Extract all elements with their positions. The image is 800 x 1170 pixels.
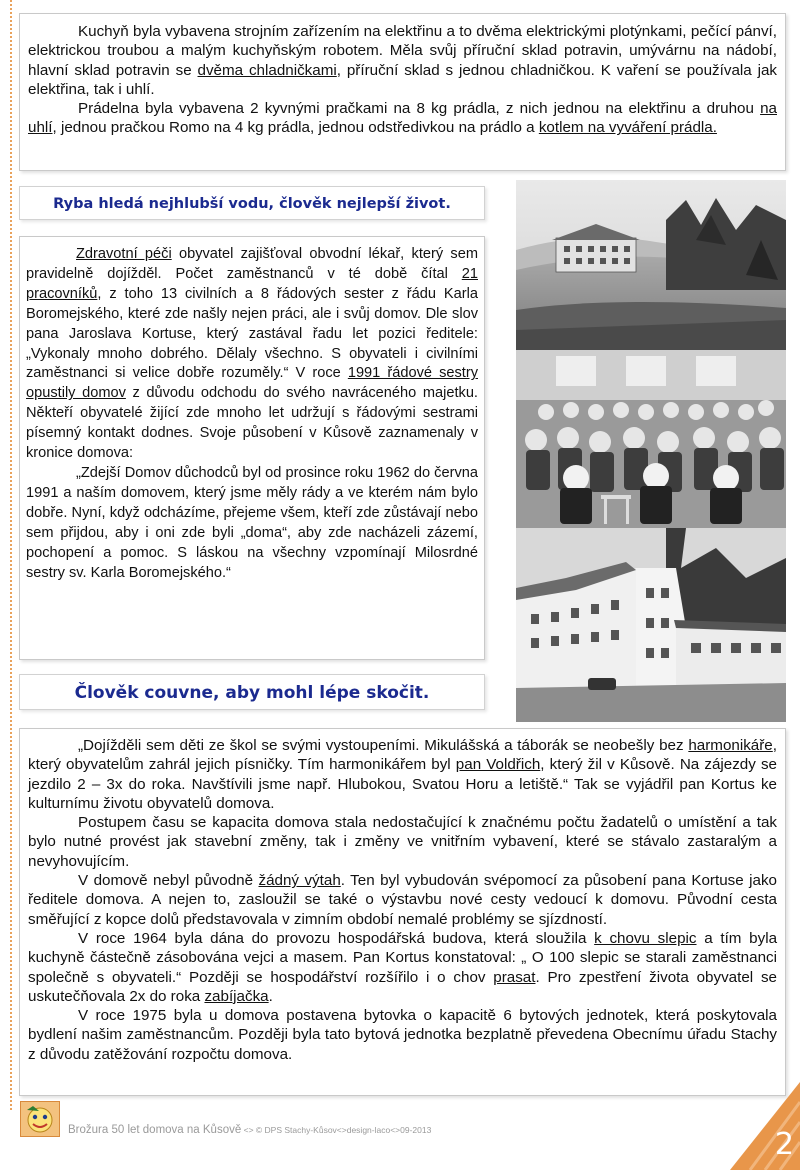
footer-logo <box>20 1101 60 1137</box>
chronicle-quote: „Zdejší Domov důchodců byl od prosince roku 1962 do června 1991 a naším domovem, který jsme měly rády a ve kterém nám bylo dobře. Nyní, když odcházíme, přejeme všem, kteří zde zůstávají nebo sem přijdou, aby i oni zde byli „doma“, aby zde nacházeli zázemí, pochopení a pomoc. S láskou na všechny vzpomínají Milosrdné sestry sv. Karla Boromejského.“ <box>26 464 478 581</box>
building-photo-image <box>516 528 786 722</box>
kitchen-paragraph: Kuchyň byla vybavena strojním zařízením na elektřinu a to dvěma elektrickými plotýnkami, pečící pánví, elektrickou troubou a malým kuchyňským robotem. Měla svůj příruční sklad potravin, umývárnu na nádobí, hlavní sklad potravin se dvěma chladničkami, příruční sklad s jednou chladničkou. K vaření se používala jak elektřina, tak i uhlí. <box>28 23 778 98</box>
housing-paragraph: V roce 1975 byla u domova postavena bytovka o kapacitě 6 bytových jednotek, která poskytovala bydlení našim zaměstnancům. Později byla tato bytová jednotka bezplatně převedena Obecnímu úřadu Stachy z důvodu zatěžování rozpočtu domova. <box>28 1007 777 1063</box>
culture-paragraph: „Dojížděli sem děti ze škol se svými vystoupeními. Mikulášská a táborák se neobešly bez harmonikáře, který obyvatelům zahrál jejich písničky. Tím harmonikářem byl pan Voldřich, který žil v Kůsově. Na zájezdy se jezdilo 2 – 3x do roka. Navštívili jsme např. Hlubokou, Svatou Horu a letiště.“ Tak se vyjádřil pan Kortus ke kulturnímu životu obyvatelů domova. <box>28 737 778 812</box>
mascot-face-icon <box>21 1102 59 1136</box>
gathering-photo <box>516 350 786 528</box>
health-care-paragraph: Zdravotní péči obyvatel zajišťoval obvodní lékař, který sem pravidelně dojížděl. Počet zaměstnanců v té době čítal 21 pracovníků, z toho 13 civilních a 8 řádových sester z řádu Karla Boromejského, které zde našly nejen práci, ale i svůj domov. Dle slov pana Jaroslava Kortuse, který zastával řadu let pozici ředitele: „Vykonaly mnoho dobrého. Dělaly všechno. S obyvateli i civilními zaměstnanci si velice dobře rozuměly.“ V roce 1991 řádové sestry opustily domov z důvodu odchodu do svého navráceného majetku. Někteří obyvatelé žijící zde mnoho let udržují s řádovými sestrami písemný kontakt dodnes. Svoje působení v Kůsově zaznamenaly v kronice domova: <box>26 246 478 462</box>
farm-paragraph: V roce 1964 byla dána do provozu hospodářská budova, která sloužila k chovu slepic a tím byla kuchyně částečně zásobována vejci a masem. Pan Kortus konstatoval: „ O 100 slepic se starali zaměstnanci společně s obyvateli.“ Později se hospodářství rozšířilo i o chov prasat. Pro zpestření života obyvatel se uskutečňovala 2x do roka zabíjačka. <box>28 929 778 1005</box>
page-number: 2 <box>774 1127 794 1162</box>
laundry-paragraph: Prádelna byla vybavena 2 kyvnými pračkami na 8 kg prádla, z nich jednou na elektřinu a druhou na uhlí, jednou pračkou Romo na 4 kg prádla, jednou odstředivkou na prádlo a kotlem na vyváření prádla. <box>28 100 777 137</box>
motto-fish: Ryba hledá nejhlubší vodu, člověk nejlepší život. <box>19 186 485 220</box>
decorative-dotted-line <box>10 0 12 1110</box>
motto-human: Člověk couvne, aby mohl lépe skočit. <box>19 674 485 710</box>
gathering-photo-image <box>516 350 786 528</box>
capacity-paragraph: Postupem času se kapacita domova stala nedostačující k značnému počtu žadatelů o umístění a tak bylo nutné provést jak stavební změny, tak i změny ve vnitřním vybavení, které se stávalo zastaralým a nevyhovujícím. <box>28 814 777 870</box>
middle-text-box <box>19 236 485 660</box>
top-text-box <box>19 13 786 171</box>
footer-text: Brožura 50 let domova na Kůsově <> © DPS Stachy-Kůsov<>design-laco<>09-2013 <box>68 1124 432 1136</box>
landscape-photo-image <box>516 180 786 350</box>
landscape-photo <box>516 180 786 350</box>
building-photo <box>516 528 786 722</box>
elevator-paragraph: V domově nebyl původně žádný výtah. Ten byl vybudován svépomocí za působení pana Kortuse jako ředitele domova. A nejen to, zasloužil se také o výstavbu nové cesty vedoucí k domovu. Původní cesta směřující z kopce dolů představovala v zimním období nemalé problémy se sjízdností. <box>28 872 777 928</box>
bottom-text-box <box>19 728 786 1096</box>
